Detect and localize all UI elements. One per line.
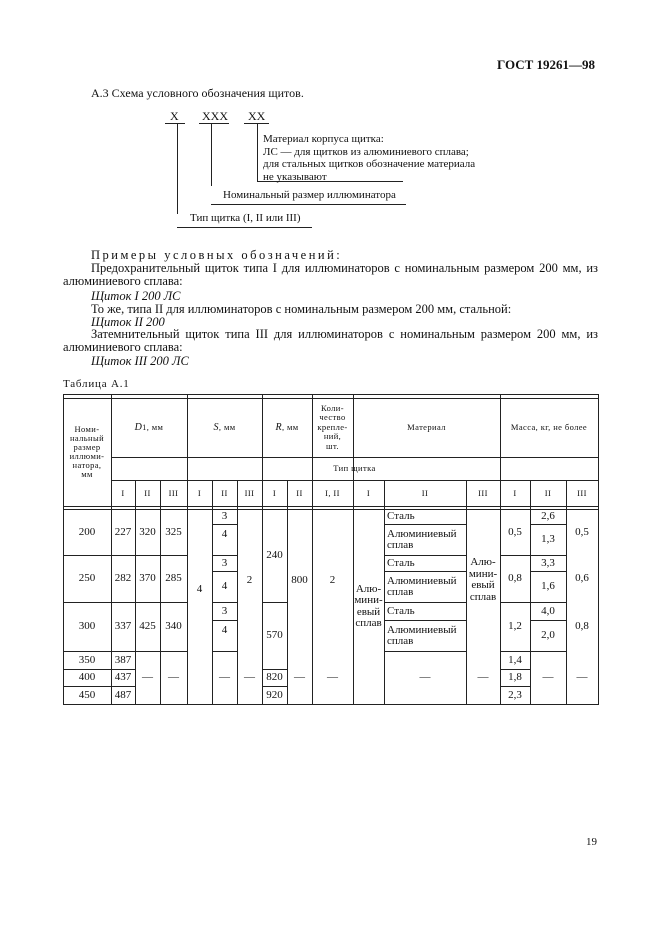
s-iii-value: 2 [246, 573, 253, 586]
d1-200-iii: 325 [165, 525, 182, 538]
mount-count-value: 2 [329, 573, 336, 586]
material-iii: Алю- мини- евый сплав [468, 556, 498, 603]
header-r: R , мм [275, 422, 299, 433]
header-material: Материал [407, 422, 446, 432]
r-i-450: 920 [266, 688, 283, 701]
code-material: XX [248, 109, 266, 123]
example-3-text: Затемнительный щиток типа III для иллюминаторов с номинальным размером 200 мм, из алюминиевого сплава: [63, 327, 598, 355]
example-1-text: Предохранительный щиток типа I для иллюминаторов с номинальным размером 200 мм, из алюминиевого сплава: [63, 261, 598, 289]
mass-i-350: 1,4 [508, 653, 522, 666]
mass-i-200: 0,5 [508, 525, 522, 538]
d1-300-ii: 425 [139, 620, 156, 632]
code-size: XXX [202, 109, 228, 123]
mass-iii-300: 0,8 [575, 620, 589, 632]
material-ii-300-steel: Сталь [387, 604, 415, 617]
s-ii-dash: — [219, 671, 230, 683]
material-ii-dash: — [419, 671, 431, 683]
r-i-value: 240 [266, 549, 283, 561]
d1-250-ii: 370 [139, 572, 156, 584]
mass-i-450: 2,3 [508, 688, 522, 701]
s-i-value: 4 [196, 582, 203, 595]
sub-s-i: I [197, 487, 202, 498]
table-caption: Таблица А.1 [63, 378, 130, 390]
mass-ii-dash: — [542, 671, 554, 683]
size-label: Номинальный размер иллюминатора [223, 189, 396, 201]
d1-400-i: 437 [114, 671, 132, 683]
material-ii-300-alu: Алюминиевый сплав [387, 623, 457, 647]
d1-250-iii: 285 [165, 572, 182, 584]
mass-ii-250b: 1,6 [541, 580, 555, 592]
material-iii-dash: — [477, 671, 489, 683]
d1-iii-dash: — [168, 671, 179, 683]
mass-ii-200b: 1,3 [541, 533, 555, 545]
d1-200-i: 227 [114, 525, 132, 538]
mass-ii-250a: 3,3 [541, 556, 555, 569]
s-ii-200a: 3 [221, 510, 228, 522]
nominal-450: 450 [78, 688, 96, 701]
d1-ii-dash: — [142, 671, 153, 683]
s-ii-250b: 4 [221, 580, 228, 592]
s-ii-200b: 4 [221, 528, 228, 540]
header-mount-count: Коли- чество крепле- ний, шт. [317, 402, 348, 451]
sub-material-ii: II [421, 487, 429, 498]
example-1-designation: Щиток I 200 ЛС [91, 289, 181, 303]
mass-i-250: 0,8 [508, 572, 522, 584]
mass-i-300: 1,2 [508, 620, 522, 632]
sub-d1-iii: III [168, 487, 179, 498]
header-shield-type: Тип щитка [333, 463, 376, 473]
page-number: 19 [586, 836, 597, 848]
sub-r-ii: II [296, 487, 303, 498]
sub-s-ii: II [221, 487, 228, 498]
material-ii-200-alu: Алюминиевый сплав [387, 527, 457, 551]
examples-heading: Примеры условных обозначений: [91, 248, 343, 262]
mass-iii-250: 0,6 [575, 572, 589, 584]
header-s: S , мм [213, 422, 236, 433]
r-ii-value: 800 [291, 573, 308, 586]
sub-s-iii: III [244, 487, 255, 498]
material-ii-250-alu: Алюминиевый сплав [387, 574, 457, 598]
mass-ii-200a: 2,6 [541, 510, 555, 522]
sub-r-i: I [272, 487, 277, 498]
example-2-text: То же, типа II для иллюминаторов с номинальным размером 200 мм, стальной: [91, 302, 512, 316]
s-ii-300b: 4 [221, 624, 228, 636]
sub-material-iii: III [478, 487, 488, 498]
header-d1: D 1 , мм [134, 422, 164, 433]
s-iii-dash: — [244, 671, 255, 683]
d1-350-i: 387 [114, 653, 132, 666]
code-type: X [170, 109, 179, 123]
mass-ii-300a: 4,0 [541, 604, 555, 617]
mass-iii-dash: — [576, 671, 588, 683]
sub-d1-ii: II [144, 487, 151, 498]
d1-250-i: 282 [114, 572, 132, 584]
r-i-300: 570 [266, 629, 283, 641]
r-ii-dash: — [294, 671, 305, 683]
material-label: Материал корпуса щитка: ЛС — для щитков из алюминиевого сплава; для стальных щитков обозначение материала не указывают [263, 133, 476, 183]
sub-mass-i: I [513, 487, 517, 498]
material-i: Алю- мини- евый сплав [354, 582, 383, 629]
header-nominal-size: Номи- нальный размер иллюми- натора, мм [69, 424, 105, 479]
sub-d1-i: I [121, 487, 125, 498]
type-label: Тип щитка (I, II или III) [190, 212, 301, 224]
d1-300-iii: 340 [165, 620, 182, 632]
nominal-350: 350 [78, 653, 96, 666]
scheme-title: А.3 Схема условного обозначения щитов. [91, 86, 304, 100]
sub-material-i: I [366, 487, 371, 498]
d1-200-ii: 320 [139, 525, 156, 538]
example-3-designation: Щиток III 200 ЛС [91, 354, 189, 368]
mass-iii-200: 0,5 [575, 525, 589, 538]
sub-mass-ii: II [544, 487, 552, 498]
nominal-250: 250 [78, 572, 96, 584]
nominal-300: 300 [78, 620, 96, 632]
header-mass: Масса, кг, не более [510, 422, 588, 432]
nominal-200: 200 [78, 525, 96, 538]
mass-i-400: 1,8 [508, 671, 522, 683]
sub-mass-iii: III [577, 487, 587, 498]
d1-300-i: 337 [114, 620, 132, 632]
mass-ii-300b: 2,0 [541, 629, 555, 641]
d1-450-i: 487 [114, 688, 132, 701]
s-ii-300a: 3 [221, 604, 228, 617]
material-ii-200-steel: Сталь [387, 510, 415, 522]
nominal-400: 400 [78, 671, 96, 683]
example-2-designation: Щиток II 200 [91, 315, 165, 329]
document-id: ГОСТ 19261—98 [497, 57, 596, 72]
sub-count-i-ii: I, II [325, 487, 340, 498]
r-i-400: 820 [266, 671, 283, 683]
mount-count-dash: — [327, 671, 338, 683]
s-ii-250a: 3 [221, 556, 228, 569]
material-ii-250-steel: Сталь [387, 556, 415, 569]
